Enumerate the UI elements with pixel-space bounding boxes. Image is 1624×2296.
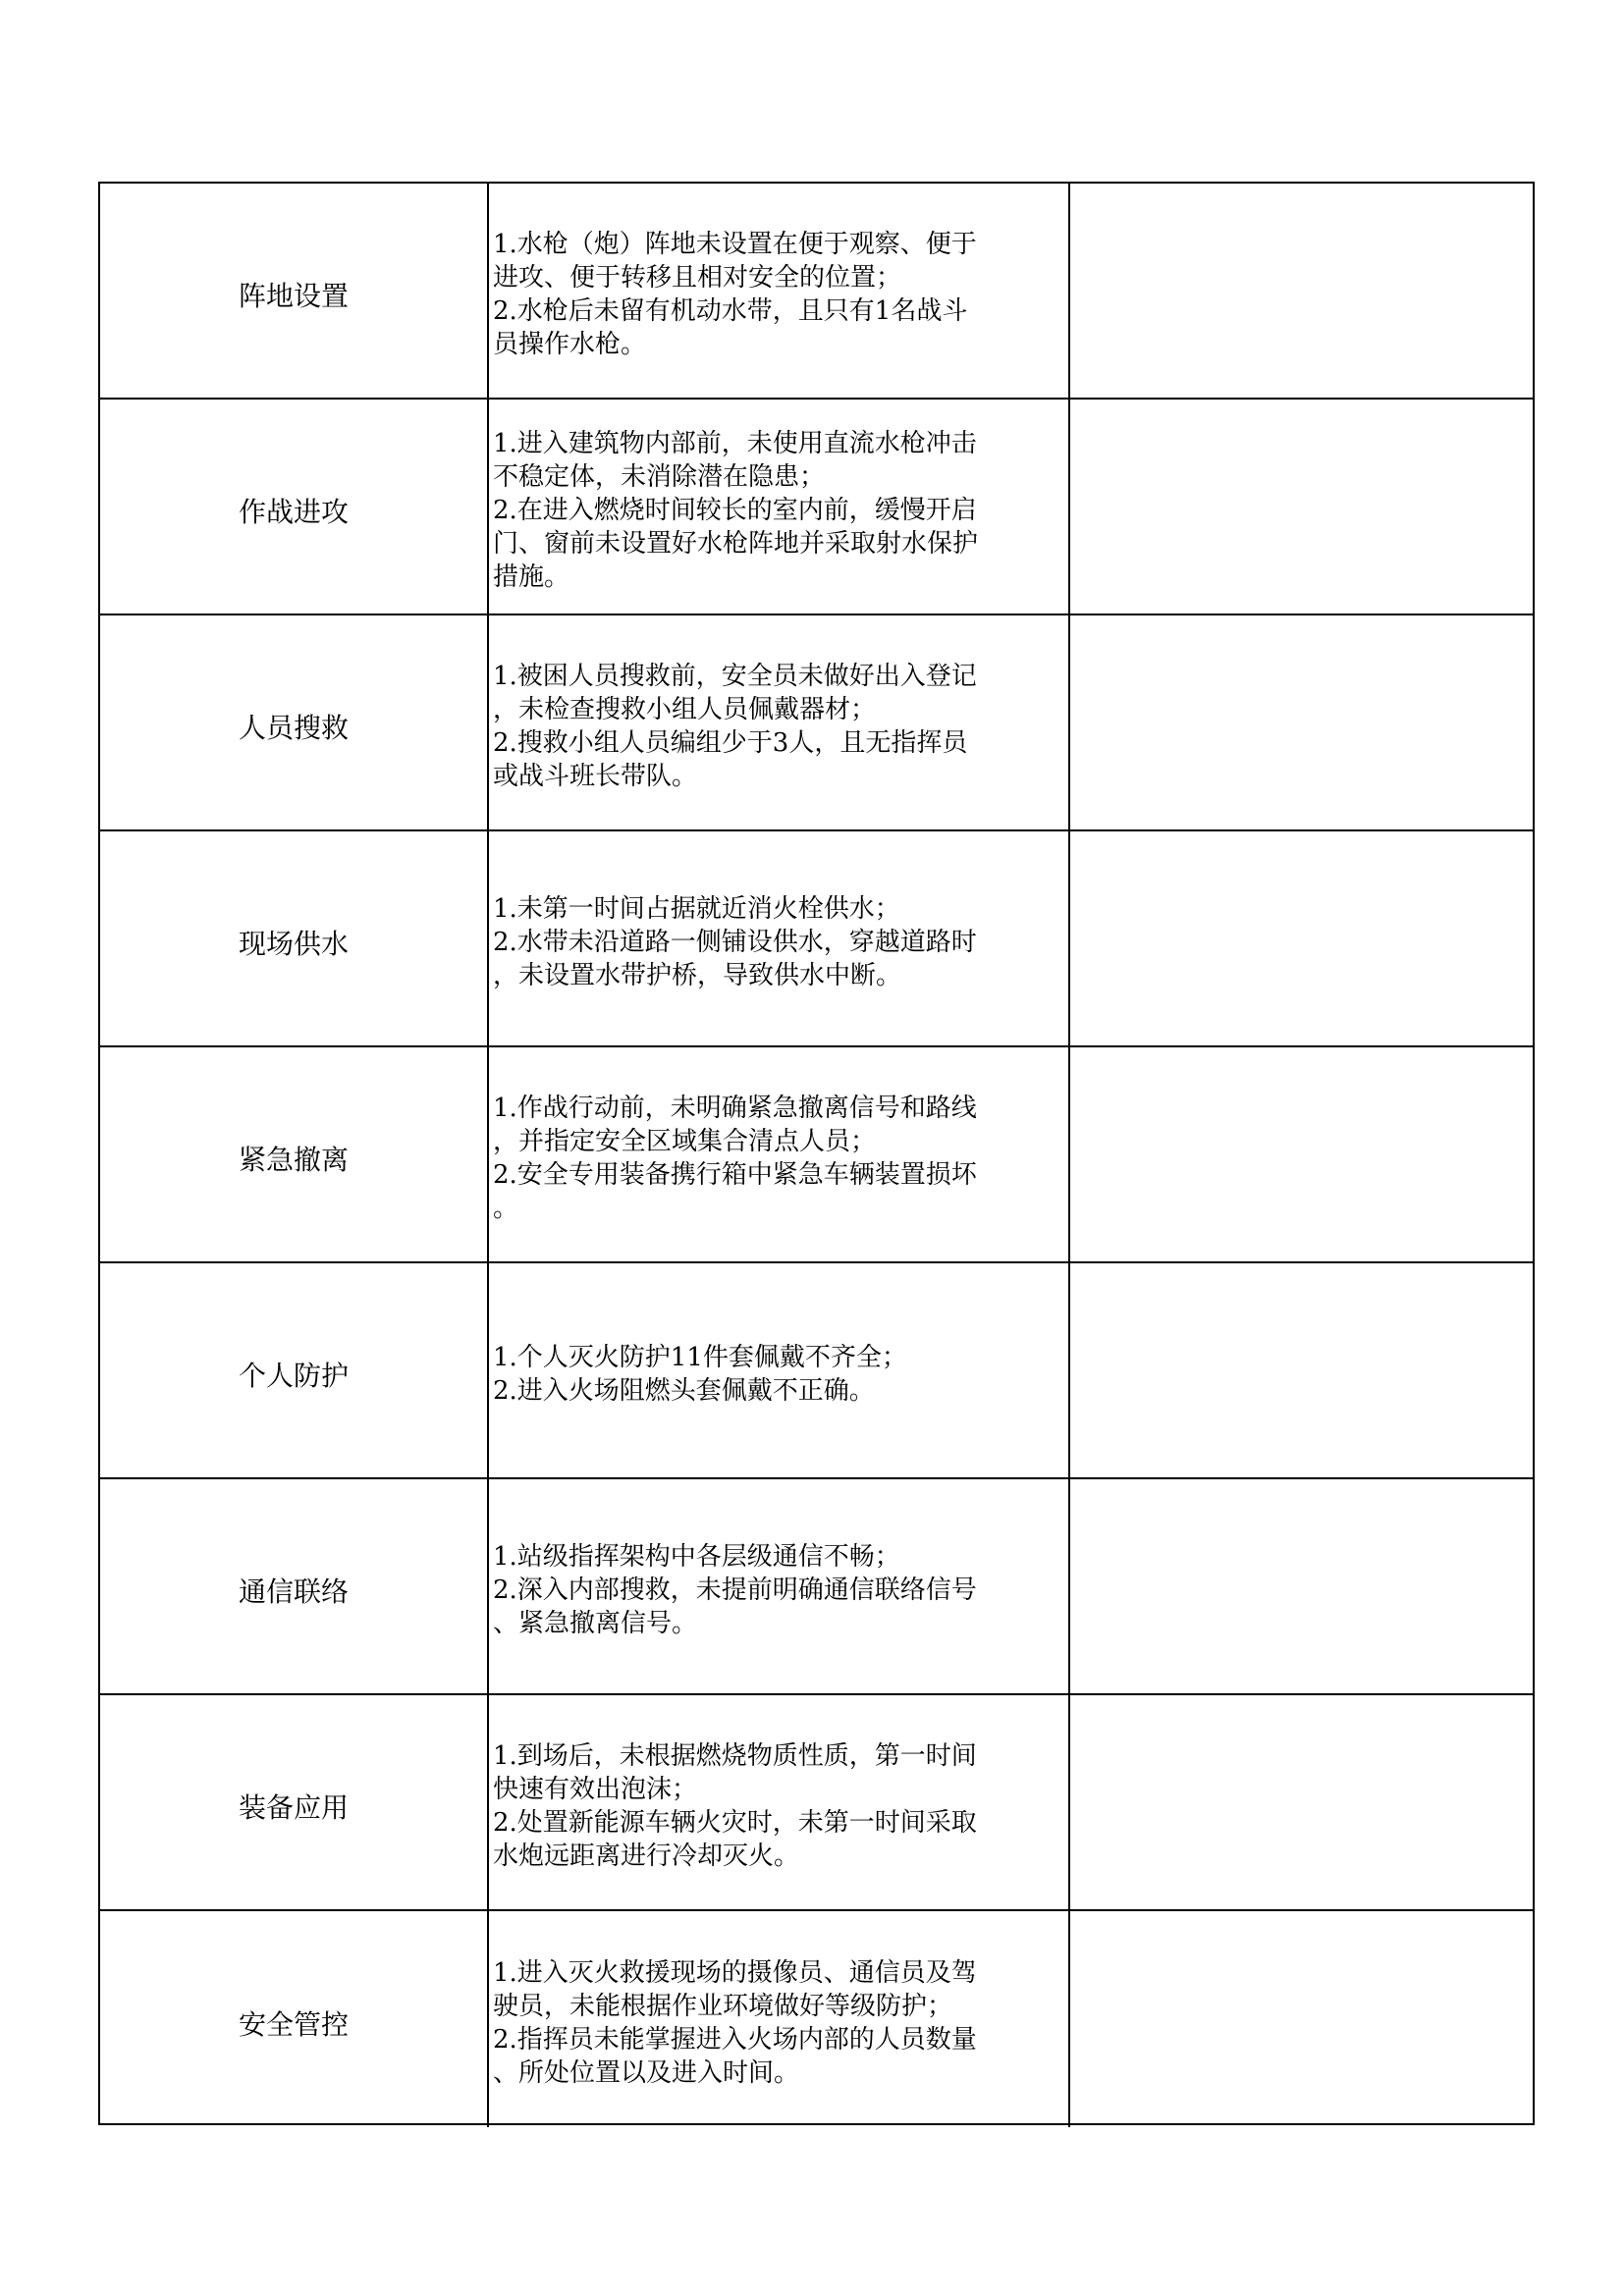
issue-text: 1.进入建筑物内部前，未使用直流水枪冲击 不稳定体，未消除潜在隐患； 2.在进入燃烧时间较长的室内前，缓慢开启 门、窗前未设置好水枪阵地并采取射水保护 措施。 (493, 429, 979, 592)
table-row (100, 1911, 1533, 2127)
table-row (100, 400, 1533, 615)
note-cell (1070, 1479, 1533, 1693)
note-cell (1070, 184, 1533, 398)
note-cell (1070, 400, 1533, 614)
issue-cell (489, 1911, 1070, 2127)
issue-text: 1.到场后，未根据燃烧物质性质，第一时间 快速有效出泡沫； 2.处置新能源车辆火灾时，未第一时间采取 水炮远距离进行冷却灭火。 (493, 1741, 977, 1871)
issue-text: 1.作战行动前，未明确紧急撤离信号和路线 ，并指定安全区域集合清点人员； 2.安全专用装备携行箱中紧急车辆装置损坏 。 (493, 1094, 977, 1223)
issue-cell (489, 615, 1070, 829)
category-cell: 阵地设置 (100, 184, 489, 398)
category-cell: 装备应用 (100, 1695, 489, 1909)
category-cell: 作战进攻 (100, 400, 489, 614)
issue-text: 1.站级指挥架构中各层级通信不畅； 2.深入内部搜救，未提前明确通信联络信号 、紧急撤离信号。 (493, 1542, 977, 1638)
issue-cell (489, 831, 1070, 1045)
table-row (100, 1263, 1533, 1479)
issue-text: 1.水枪（炮）阵地未设置在便于观察、便于 进攻、便于转移且相对安全的位置； 2.水枪后未留有机动水带，且只有1名战斗 员操作水枪。 (493, 230, 977, 359)
note-cell (1070, 615, 1533, 829)
table-row (100, 831, 1533, 1047)
category-cell: 紧急撤离 (100, 1047, 489, 1261)
issue-cell (489, 1695, 1070, 1909)
issue-cell (489, 400, 1070, 614)
note-cell (1070, 831, 1533, 1045)
table-row (100, 1479, 1533, 1695)
issue-cell (489, 184, 1070, 398)
inspection-table (98, 182, 1535, 2125)
category-cell: 现场供水 (100, 831, 489, 1045)
issue-cell (489, 1263, 1070, 1477)
category-cell: 人员搜救 (100, 615, 489, 829)
note-cell (1070, 1695, 1533, 1909)
note-cell (1070, 1911, 1533, 2127)
issue-cell (489, 1479, 1070, 1693)
issue-text: 1.被困人员搜救前，安全员未做好出入登记 ，未检查搜救小组人员佩戴器材； 2.搜救小组人员编组少于3人，且无指挥员 或战斗班长带队。 (493, 662, 977, 791)
note-cell (1070, 1263, 1533, 1477)
issue-text: 1.个人灭火防护11件套佩戴不齐全； 2.进入火场阻燃头套佩戴不正确。 (493, 1343, 907, 1406)
table-row (100, 1047, 1533, 1263)
issue-text: 1.未第一时间占据就近消火栓供水； 2.水带未沿道路一侧铺设供水，穿越道路时 ，未设置水带护桥，导致供水中断。 (493, 894, 977, 990)
issue-text: 1.进入灭火救援现场的摄像员、通信员及驾 驶员，未能根据作业环境做好等级防护； 2.指挥员未能掌握进入火场内部的人员数量 、所处位置以及进入时间。 (493, 1958, 977, 2088)
table-row (100, 615, 1533, 831)
table-row (100, 184, 1533, 400)
category-cell: 安全管控 (100, 1911, 489, 2127)
note-cell (1070, 1047, 1533, 1261)
table-row (100, 1695, 1533, 1911)
category-cell: 个人防护 (100, 1263, 489, 1477)
category-cell: 通信联络 (100, 1479, 489, 1693)
issue-cell (489, 1047, 1070, 1261)
